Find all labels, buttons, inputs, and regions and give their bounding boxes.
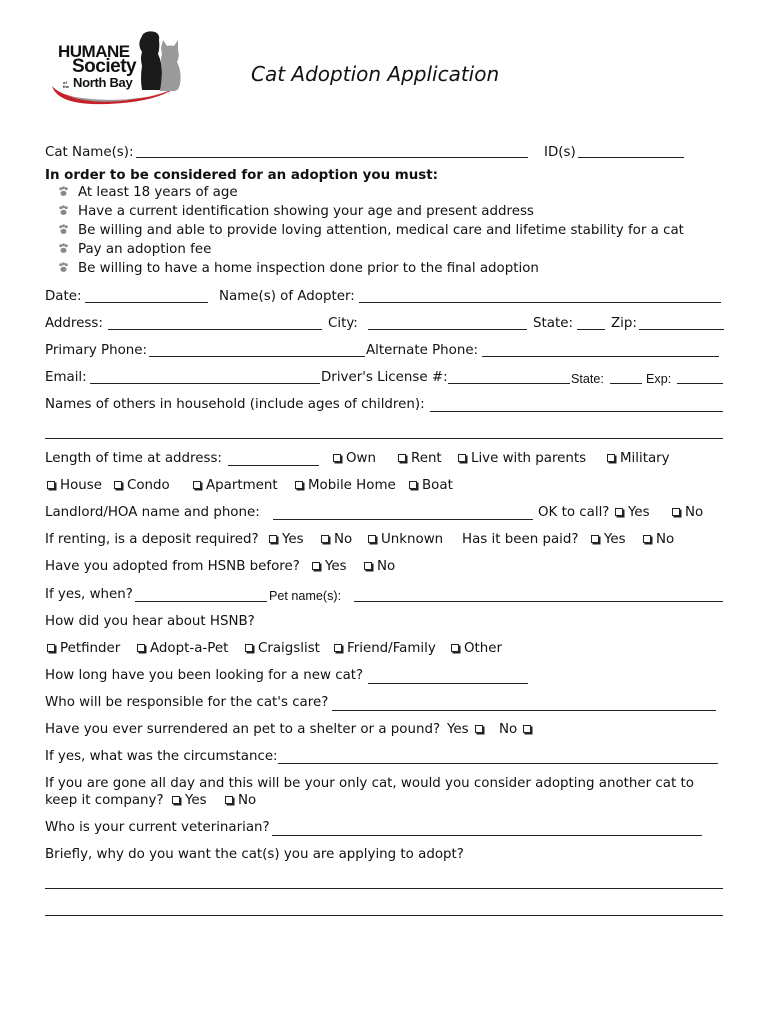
- page-title: Cat Adoption Application: [251, 62, 500, 86]
- license-state-label: State:: [571, 372, 604, 386]
- city-field[interactable]: [368, 329, 527, 330]
- responsible-label: Who will be responsible for the cat's care?: [45, 695, 329, 710]
- option-label: Yes: [282, 532, 304, 547]
- logo: [48, 28, 183, 108]
- option-rent[interactable]: [398, 450, 442, 468]
- logo-line3: North Bay: [73, 75, 133, 90]
- requirement-item: [58, 260, 539, 278]
- vet-field[interactable]: [272, 835, 702, 836]
- checkbox-icon[interactable]: [451, 644, 459, 652]
- surrendered-label: Have you ever surrendered an pet to a shelter or a pound?: [45, 722, 441, 737]
- option-label: Yes: [628, 505, 650, 520]
- why-field-line1[interactable]: [45, 888, 723, 889]
- deposit-label: If renting, is a deposit required?: [45, 532, 259, 547]
- adopter-field[interactable]: [359, 302, 721, 303]
- exp-field[interactable]: [677, 383, 723, 384]
- household-field-line2[interactable]: [45, 438, 723, 439]
- adopted-before-label: Have you adopted from HSNB before?: [45, 559, 300, 574]
- paid-yes[interactable]: [591, 531, 626, 549]
- option-condo[interactable]: [114, 477, 170, 495]
- license-state-field[interactable]: [610, 383, 642, 384]
- option-label: No: [238, 793, 257, 808]
- checkbox-icon[interactable]: [364, 562, 372, 570]
- checkbox-icon[interactable]: [245, 644, 253, 652]
- household-field[interactable]: [430, 411, 723, 412]
- deposit-yes[interactable]: [269, 531, 304, 549]
- option-label: No: [334, 532, 353, 547]
- responsible-field[interactable]: [332, 710, 716, 711]
- checkbox-icon[interactable]: [269, 535, 277, 543]
- option-military[interactable]: [607, 450, 670, 468]
- checkbox-icon[interactable]: [114, 481, 122, 489]
- alt-phone-field[interactable]: [482, 356, 719, 357]
- option-label: House: [60, 478, 102, 493]
- requirements-title: In order to be considered for an adoption you must:: [45, 168, 438, 183]
- gone-no[interactable]: [225, 792, 256, 810]
- checkbox-icon[interactable]: [615, 508, 623, 516]
- option-live-with-parents[interactable]: [458, 450, 586, 468]
- zip-field[interactable]: [639, 329, 724, 330]
- state-field[interactable]: [577, 329, 605, 330]
- paw-icon: [58, 224, 69, 235]
- address-field[interactable]: [108, 329, 322, 330]
- hear-option-petfinder[interactable]: [47, 640, 120, 658]
- logo-line2: Society: [72, 56, 137, 77]
- option-label: Yes: [604, 532, 626, 547]
- state-label: State:: [533, 316, 573, 331]
- hear-option-friend-family[interactable]: [334, 640, 436, 658]
- requirement-item: [58, 222, 684, 240]
- option-label: Unknown: [381, 532, 444, 547]
- checkbox-icon[interactable]: [607, 454, 615, 462]
- email-label: Email:: [45, 370, 87, 385]
- why-label: Briefly, why do you want the cat(s) you are applying to adopt?: [45, 847, 464, 862]
- checkbox-icon[interactable]: [333, 454, 341, 462]
- length-label: Length of time at address:: [45, 451, 222, 466]
- checkbox-icon[interactable]: [225, 796, 233, 804]
- option-mobile-home[interactable]: [295, 477, 396, 495]
- option-label: Boat: [422, 478, 453, 493]
- checkbox-icon[interactable]: [523, 725, 531, 733]
- primary-phone-label: Primary Phone:: [45, 343, 147, 358]
- checkbox-icon[interactable]: [409, 481, 417, 489]
- requirement-item: [58, 241, 211, 259]
- hear-option-craigslist[interactable]: [245, 640, 320, 658]
- paid-label: Has it been paid?: [462, 532, 579, 547]
- checkbox-icon[interactable]: [172, 796, 180, 804]
- gone-label-line2: keep it company?: [45, 793, 164, 808]
- checkbox-icon[interactable]: [368, 535, 376, 543]
- hear-option-other[interactable]: [451, 640, 502, 658]
- option-label: No: [377, 559, 396, 574]
- option-label: Petfinder: [60, 641, 121, 656]
- circumstance-label: If yes, what was the circumstance:: [45, 749, 278, 764]
- date-field[interactable]: [85, 302, 208, 303]
- landlord-field[interactable]: [273, 519, 533, 520]
- adopted-before-no[interactable]: [364, 558, 395, 576]
- option-label: Friend/Family: [347, 641, 436, 656]
- landlord-label: Landlord/HOA name and phone:: [45, 505, 260, 520]
- checkbox-icon[interactable]: [295, 481, 303, 489]
- checkbox-icon[interactable]: [398, 454, 406, 462]
- option-label: No: [656, 532, 675, 547]
- option-label: Yes: [447, 722, 469, 737]
- looking-field[interactable]: [368, 683, 528, 684]
- checkbox-icon[interactable]: [193, 481, 201, 489]
- requirement-text: Be willing and able to provide loving attention, medical care and lifetime stability for a cat: [78, 223, 684, 238]
- option-label: No: [499, 722, 518, 737]
- requirement-item: [58, 203, 534, 221]
- option-label: Adopt-a-Pet: [150, 641, 229, 656]
- checkbox-icon[interactable]: [321, 535, 329, 543]
- requirement-text: Have a current identification showing your age and present address: [78, 204, 534, 219]
- gone-label-line1: If you are gone all day and this will be your only cat, would you consider adopting another cat to: [45, 776, 694, 791]
- adopter-label: Name(s) of Adopter:: [219, 289, 355, 304]
- adopted-before-yes[interactable]: [312, 558, 347, 576]
- logo-of-the: of the: [63, 80, 69, 89]
- address-label: Address:: [45, 316, 103, 331]
- option-apartment[interactable]: [193, 477, 278, 495]
- pet-names-field[interactable]: [354, 601, 723, 602]
- option-label: No: [685, 505, 704, 520]
- hear-label: How did you hear about HSNB?: [45, 614, 255, 629]
- checkbox-icon[interactable]: [591, 535, 599, 543]
- paw-icon: [58, 205, 69, 216]
- option-label: Military: [620, 451, 670, 466]
- ok-call-no[interactable]: [672, 504, 703, 522]
- option-label: Rent: [411, 451, 442, 466]
- when-label: If yes, when?: [45, 587, 133, 602]
- alt-phone-label: Alternate Phone:: [366, 343, 479, 358]
- paid-no[interactable]: [643, 531, 674, 549]
- gone-yes[interactable]: [172, 792, 207, 810]
- cat-names-field[interactable]: [136, 157, 528, 158]
- requirement-text: Pay an adoption fee: [78, 242, 212, 257]
- checkbox-icon[interactable]: [475, 725, 483, 733]
- checkbox-icon[interactable]: [458, 454, 466, 462]
- cat-names-label: Cat Name(s):: [45, 145, 134, 160]
- vet-label: Who is your current veterinarian?: [45, 820, 270, 835]
- option-label: Craigslist: [258, 641, 320, 656]
- circumstance-field[interactable]: [278, 763, 718, 764]
- checkbox-icon[interactable]: [312, 562, 320, 570]
- ok-call-label: OK to call?: [538, 505, 610, 520]
- option-boat[interactable]: [409, 477, 453, 495]
- when-field[interactable]: [135, 601, 267, 602]
- checkbox-icon[interactable]: [47, 481, 55, 489]
- length-field[interactable]: [228, 465, 319, 466]
- deposit-no[interactable]: [321, 531, 352, 549]
- option-label: Apartment: [206, 478, 278, 493]
- license-field[interactable]: [448, 383, 570, 384]
- option-label: Other: [464, 641, 503, 656]
- checkbox-icon[interactable]: [47, 644, 55, 652]
- requirement-text: Be willing to have a home inspection done prior to the final adoption: [78, 261, 539, 276]
- surrendered-no[interactable]: [499, 721, 536, 739]
- requirement-item: [58, 184, 238, 202]
- exp-label: Exp:: [646, 372, 672, 386]
- option-label: Condo: [127, 478, 170, 493]
- ok-call-yes[interactable]: [615, 504, 650, 522]
- why-field-line2[interactable]: [45, 915, 723, 916]
- deposit-unknown[interactable]: [368, 531, 443, 549]
- primary-phone-field[interactable]: [149, 356, 365, 357]
- looking-label: How long have you been looking for a new cat?: [45, 668, 364, 683]
- option-label: Mobile Home: [308, 478, 396, 493]
- paw-icon: [58, 186, 69, 197]
- paw-icon: [58, 262, 69, 273]
- checkbox-icon[interactable]: [334, 644, 342, 652]
- surrendered-yes[interactable]: [447, 721, 488, 739]
- date-label: Date:: [45, 289, 82, 304]
- household-label: Names of others in household (include ages of children):: [45, 397, 425, 412]
- checkbox-icon[interactable]: [643, 535, 651, 543]
- license-label: Driver's License #:: [321, 370, 448, 385]
- ids-field[interactable]: [578, 157, 684, 158]
- logo-line1: HUMANE: [58, 42, 130, 61]
- option-label: Yes: [325, 559, 347, 574]
- pet-names-label: Pet name(s):: [269, 589, 342, 603]
- option-own[interactable]: [333, 450, 376, 468]
- zip-label: Zip:: [611, 316, 637, 331]
- paw-icon: [58, 243, 69, 254]
- option-house[interactable]: [47, 477, 102, 495]
- option-label: Yes: [185, 793, 207, 808]
- city-label: City:: [328, 316, 358, 331]
- requirement-text: At least 18 years of age: [78, 185, 238, 200]
- option-label: Own: [346, 451, 376, 466]
- hear-option-adopt-a-pet[interactable]: [137, 640, 228, 658]
- option-label: Live with parents: [471, 451, 587, 466]
- ids-label: ID(s): [544, 145, 576, 160]
- checkbox-icon[interactable]: [137, 644, 145, 652]
- checkbox-icon[interactable]: [672, 508, 680, 516]
- email-field[interactable]: [90, 383, 320, 384]
